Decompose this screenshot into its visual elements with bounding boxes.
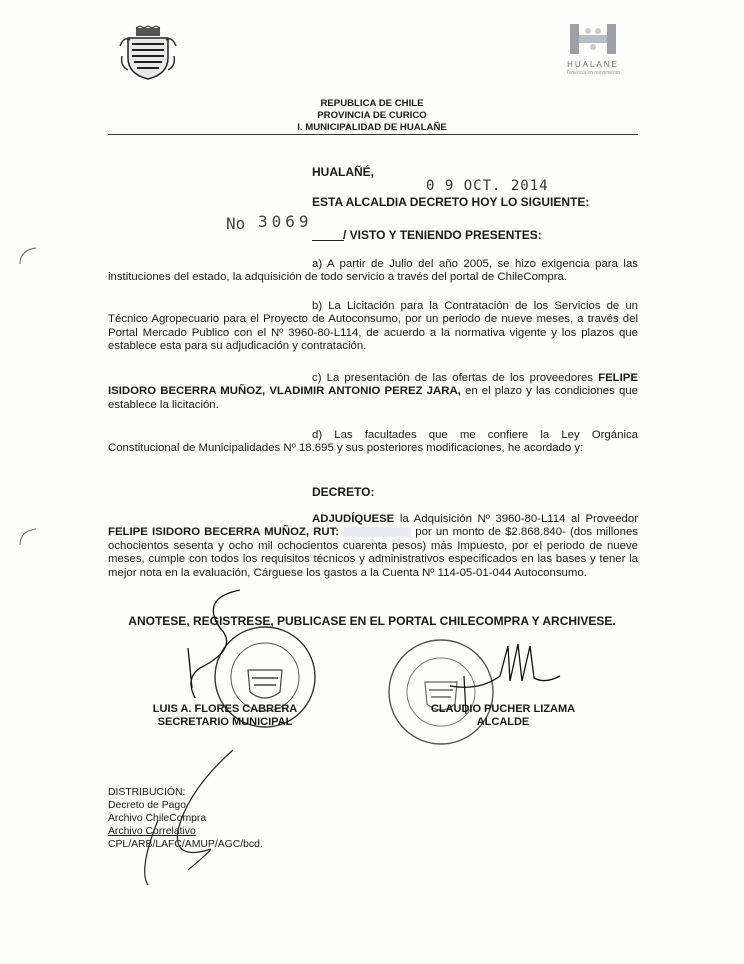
logo-name: HUALANE	[567, 60, 619, 69]
municipal-crest-icon	[118, 26, 178, 81]
date-stamp: 0 9 OCT. 2014	[426, 178, 549, 194]
consideration-c-letter: c)	[312, 372, 322, 384]
logo-tagline: Tenencia en movimiento	[565, 70, 620, 76]
consideration-a-text: A partir de Julio del año 2005, se hizo exigencia para las instituciones del estado, la adquisición de todo servicio a través del portal de ChileCompra.	[108, 258, 638, 284]
consideration-d-text: Las facultades que me confiere la Ley Orgánica Constitucional de Municipalidades Nº 18.695 y sus posteriores modificaciones, he acordado y:	[108, 429, 639, 455]
left-signer-title: SECRETARIO MUNICIPAL	[157, 716, 293, 728]
consideration-a-letter: a)	[312, 258, 323, 270]
distribution-item: Decreto de Pago	[108, 800, 186, 811]
consideration-c-text-post: en el plazo y las condiciones que establece la licitación.	[108, 385, 638, 411]
left-signature-icon	[180, 588, 300, 708]
header-rule	[108, 134, 638, 135]
resolution-provider: FELIPE ISIDORO BECERRA MUÑOZ, RUT:	[108, 526, 340, 539]
resolution-body	[108, 513, 638, 580]
resolution-heading: DECRETO:	[312, 485, 375, 499]
consideration-b	[108, 300, 638, 354]
punch-hole-icon	[18, 246, 38, 266]
consideration-c	[108, 372, 638, 412]
punch-hole-icon	[18, 527, 38, 547]
resolution-text2: por un monto de $2.868.840- (dos millones ochocientos sesenta y ocho mil ochocientos cuarenta pesos) más Impuesto, por el periodo de nueve meses, cumple con todos los requisitos técnicos y administrativos especificados en las bases y tener la mejor nota en la evaluación, Cárguese los gastos a la Cuenta Nº 114-05-01-044 Autoconsumo.	[108, 526, 638, 579]
left-signer-name: LUIS A. FLORES CABRERA	[152, 703, 298, 715]
right-signer-title: ALCALDE	[476, 716, 530, 728]
distribution-item: Archivo ChileCompra	[108, 813, 207, 824]
rut-redacted	[343, 527, 411, 537]
decree-number: 3069	[258, 212, 313, 231]
number-blank-line	[312, 240, 344, 241]
resolution-text1: la Adquisición Nº 3960-80-L114 al Proveedor	[399, 513, 638, 525]
closing-line: ANOTESE, REGISTRESE, PUBLICASE EN EL PORTAL CHILECOMPRA Y ARCHIVESE.	[128, 614, 616, 628]
consideration-a	[108, 258, 638, 285]
decree-number-prefix: No	[226, 214, 246, 233]
distribution-item: CPL/ARB/LAFC/AMUP/AGC/bcd.	[108, 839, 263, 850]
consideration-c-providers: FELIPE ISIDORO BECERRA MUÑOZ, VLADIMIR ANTONIO PEREZ JARA,	[108, 372, 638, 398]
distribution-item: Archivo Correlativo	[108, 826, 196, 837]
consideration-b-letter: b)	[312, 300, 323, 312]
decree-place: HUALAÑÉ,	[312, 165, 374, 179]
consideration-b-text: La Licitación para la Contratación de los Servicios de un Técnico Agropecuario para el Proyecto de Autoconsumo, por un periodo de nueve meses, a través del Portal Mercado Publico con el Nº 3960-80-L114, de acuerdo a la normativa vigente y los plazos que establece esta para su adjudicación y contratación.	[108, 300, 638, 353]
right-signer-name: CLAUDIO PUCHER LIZAMA	[430, 703, 576, 715]
hualane-logo-icon	[568, 22, 618, 56]
distribution-heading: DISTRIBUCIÓN:	[108, 787, 186, 798]
header-province: PROVINCIA DE CURICO	[317, 110, 427, 121]
header-republic: REPUBLICA DE CHILE	[320, 98, 424, 109]
decree-declaration: ESTA ALCALDIA DECRETO HOY LO SIGUIENTE:	[312, 195, 590, 209]
visto-heading: / VISTO Y TENIENDO PRESENTES:	[343, 228, 542, 242]
resolution-verb: ADJUDÍQUESE	[312, 513, 395, 525]
consideration-c-text-pre: La presentación de las ofertas de los proveedores	[326, 372, 593, 384]
header-municipality: I. MUNICIPALIDAD DE HUALAÑE	[297, 122, 447, 133]
consideration-d-letter: d)	[312, 429, 323, 441]
initials-mark-icon	[118, 750, 238, 890]
consideration-d	[108, 429, 638, 456]
